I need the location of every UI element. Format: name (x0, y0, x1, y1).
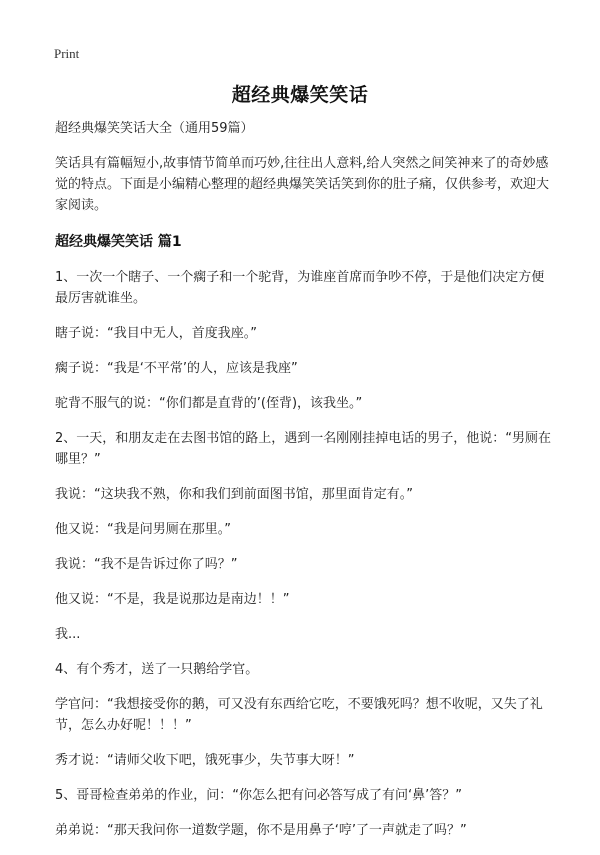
paragraph: 瘸子说：“我是‘不平常’的人，应该是我座” (55, 361, 298, 376)
paragraph: 我说：“我不是告诉过你了吗？” (55, 557, 238, 572)
intro-paragraph: 笑话具有篇幅短小,故事情节简单而巧妙,往往出人意料,给人突然之间笑神来了的奇妙感觉的特点。下面是小编精心整理的超经典爆笑笑话笑到你的肚子痛，仅供参考，欢迎大家阅读。 (55, 156, 550, 213)
paragraph: 秀才说：“请师父收下吧，饿死事少，失节事大呀！” (55, 753, 355, 768)
paragraph: 5、哥哥检查弟弟的作业，问：“你怎么把有问必答写成了有问‘鼻’答？” (55, 788, 463, 803)
print-label[interactable]: Print (54, 46, 80, 61)
paragraph: 我... (55, 627, 81, 642)
page-title: 超经典爆笑笑话 (231, 84, 369, 106)
paragraph: 瞎子说：“我目中无人，首度我座。” (55, 326, 257, 341)
paragraph: 他又说：“不是，我是说那边是南边！！” (55, 592, 290, 607)
document-subtitle: 超经典爆笑笑话大全（通用59篇） (55, 121, 254, 136)
paragraph: 我说：“这块我不熟，你和我们到前面图书馆，那里面肯定有。” (55, 487, 413, 502)
paragraph: 驼背不服气的说：“你们都是直背的’(侄背)，该我坐。” (55, 396, 363, 411)
paragraph: 1、一次一个瞎子、一个瘸子和一个驼背，为谁座首席而争吵不停，于是他们决定方便最厉害就谁坐。 (55, 270, 545, 306)
section-heading: 超经典爆笑笑话 篇1 (55, 234, 182, 250)
paragraph: 他又说：“我是问男厕在那里。” (55, 522, 231, 537)
paragraph: 4、有个秀才，送了一只鹅给学官。 (55, 662, 259, 677)
paragraph: 学官问：“我想接受你的鹅，可又没有东西给它吃，不要饿死吗？想不收呢，又失了礼节，怎么办好呢！！！” (55, 697, 543, 733)
document-body (55, 118, 555, 855)
paragraph: 弟弟说：“那天我问你一道数学题，你不是用鼻子‘哼’了一声就走了吗？” (55, 823, 467, 838)
paragraph: 2、一天，和朋友走在去图书馆的路上，遇到一名刚刚挂掉电话的男子，他说：“男厕在哪里？” (55, 431, 552, 467)
